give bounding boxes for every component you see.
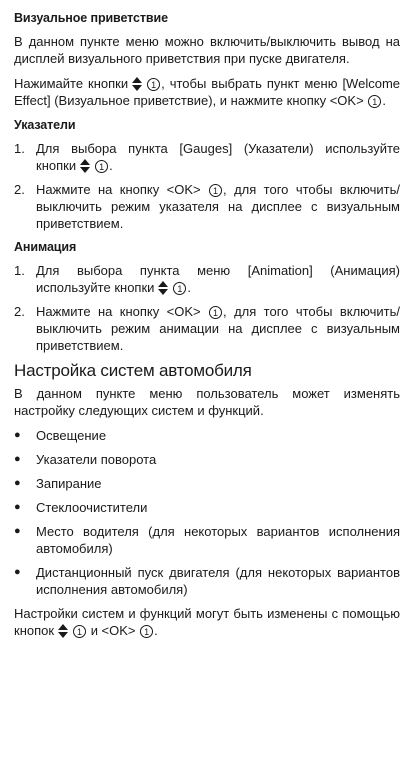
list-item (14, 303, 400, 354)
list-text: Указатели поворота (36, 452, 157, 467)
gauges-i2-text-b: , для того чтобы включить/выключить режим указателя на дисплее с визуальным приветствием. (36, 182, 400, 231)
vehicle-outro-text-b: и <OK> (90, 623, 136, 638)
bullet: ● (14, 453, 21, 465)
circled-one-icon: 1 (73, 625, 86, 638)
list-text (36, 181, 400, 232)
list-item (14, 451, 400, 468)
welcome-heading: Визуальное приветствие (14, 11, 168, 25)
list-text: Дистанционный пуск двигателя (для некоторых вариантов исполнения автомобиля) (36, 565, 400, 597)
bullet: ● (14, 429, 21, 441)
list-item (14, 262, 400, 296)
bullet: ● (14, 525, 21, 537)
circled-one-icon: 1 (368, 95, 381, 108)
circled-one-icon: 1 (209, 184, 222, 197)
animation-i2-text-b: , для того чтобы включить/выключить режим анимации на дисплее с визуальным приветствием. (36, 304, 400, 353)
bullet: ● (14, 566, 21, 578)
list-text (36, 140, 400, 174)
vehicle-outro (14, 605, 400, 639)
list-text: Освещение (36, 428, 107, 443)
list-item (14, 523, 400, 557)
list-text (36, 262, 400, 296)
welcome-paragraph-1: В данном пункте меню можно включить/выключить вывод на дисплей визуального приветствия при пуске двигателя. (14, 34, 400, 66)
vehicle-heading: Настройка систем автомобиля (14, 361, 252, 380)
gauges-i1-text-b: . (109, 158, 113, 173)
vehicle-outro-text-a: Настройки систем и функций могут быть изменены с помощью кнопок (14, 606, 400, 638)
bullet: ● (14, 477, 21, 489)
list-item (14, 181, 400, 232)
animation-i1-text-a: Для выбора пункта меню [Animation] (Анимация) используйте кнопки (36, 263, 400, 295)
animation-list (14, 262, 400, 354)
welcome-p2-text-c: . (382, 93, 386, 108)
gauges-i1-text-a: Для выбора пункта [Gauges] (Указатели) используйте кнопки (36, 141, 400, 173)
up-down-arrows-icon (58, 624, 68, 638)
vehicle-intro: В данном пункте меню пользователь может изменять настройку следующих систем и функций. (14, 386, 400, 418)
gauges-heading: Указатели (14, 118, 76, 132)
bullet: ● (14, 501, 21, 513)
list-text: Место водителя (для некоторых вариантов исполнения автомобиля) (36, 524, 400, 556)
list-number: 1. (14, 141, 25, 156)
circled-one-icon: 1 (140, 625, 153, 638)
welcome-p2-text-a: Нажимайте кнопки (14, 76, 129, 91)
list-item (14, 140, 400, 174)
vehicle-outro-text-c: . (154, 623, 158, 638)
circled-one-icon: 1 (209, 306, 222, 319)
list-text (36, 303, 400, 354)
list-item (14, 499, 400, 516)
circled-one-icon: 1 (147, 78, 160, 91)
list-text: Стеклоочистители (36, 500, 148, 515)
circled-one-icon: 1 (173, 282, 186, 295)
up-down-arrows-icon (158, 281, 168, 295)
list-number: 2. (14, 304, 25, 319)
animation-i2-text-a: Нажмите на кнопку <OK> (36, 304, 201, 319)
up-down-arrows-icon (132, 77, 142, 91)
welcome-p2-text-b: , чтобы выбрать пункт меню [Welcome Effect] (Визуальное приветствие), и нажмите кнопку <OK> (14, 76, 400, 108)
up-down-arrows-icon (80, 159, 90, 173)
animation-heading: Анимация (14, 240, 77, 254)
gauges-i2-text-a: Нажмите на кнопку <OK> (36, 182, 201, 197)
vehicle-list (14, 427, 400, 598)
list-item (14, 564, 400, 598)
welcome-paragraph-2 (14, 75, 400, 109)
list-item (14, 427, 400, 444)
gauges-list (14, 140, 400, 232)
list-number: 1. (14, 263, 25, 278)
animation-i1-text-b: . (187, 280, 192, 295)
list-item (14, 475, 400, 492)
circled-one-icon: 1 (95, 160, 108, 173)
list-text: Запирание (36, 476, 102, 491)
list-number: 2. (14, 182, 25, 197)
